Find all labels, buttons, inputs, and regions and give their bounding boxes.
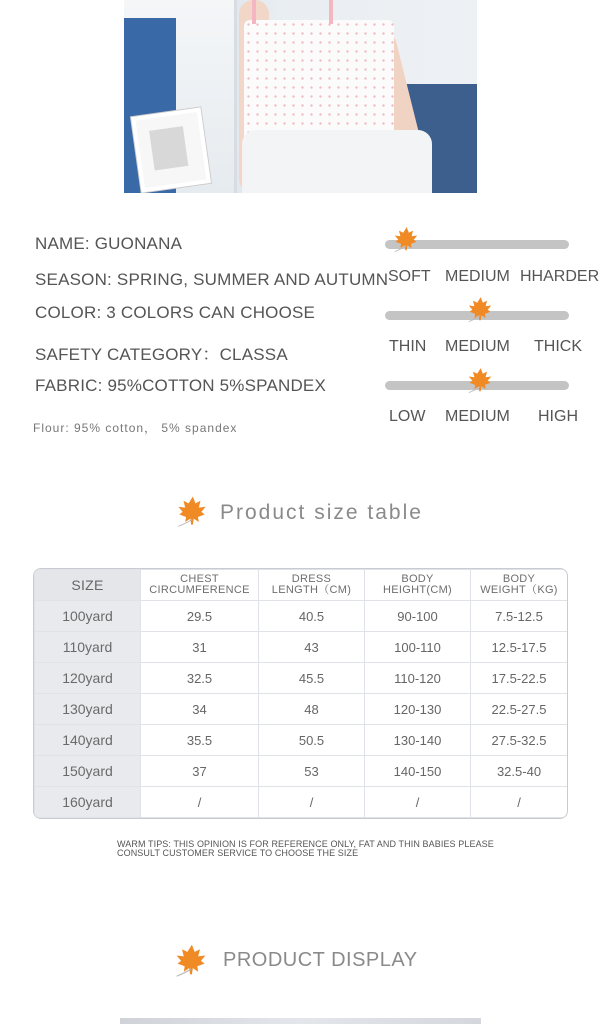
length-cell: 50.5 [259, 725, 365, 756]
chest-cell: / [141, 787, 259, 818]
length-cell: 53 [259, 756, 365, 787]
size-cell: 100yard [35, 601, 141, 632]
table-row [35, 725, 568, 756]
maple-leaf-icon [170, 942, 212, 978]
table-row [35, 694, 568, 725]
spec-flour: Flour: 95% cotton， 5% spandex [33, 421, 238, 435]
height-cell: 110-120 [365, 663, 471, 694]
scale-label-mid: MEDIUM [445, 338, 510, 355]
scale-label-mid: MEDIUM [445, 408, 510, 425]
chest-cell: 34 [141, 694, 259, 725]
weight-cell: 22.5-27.5 [471, 694, 568, 725]
table-row [35, 787, 568, 818]
length-cell: 43 [259, 632, 365, 663]
scale-label-high: THICK [534, 338, 582, 355]
scale-label-low: SOFT [388, 268, 431, 285]
weight-cell: 32.5-40 [471, 756, 568, 787]
spec-safety: SAFETY CATEGORY：CLASSA [35, 345, 288, 364]
table-header-row [35, 570, 568, 601]
scale-thickness [384, 293, 598, 363]
maple-leaf-icon [172, 494, 212, 528]
size-cell: 160yard [35, 787, 141, 818]
table-row [35, 663, 568, 694]
scale-label-high: HHARDER [520, 268, 600, 285]
size-cell: 140yard [35, 725, 141, 756]
chest-cell: 29.5 [141, 601, 259, 632]
chest-cell: 32.5 [141, 663, 259, 694]
weight-cell: 17.5-22.5 [471, 663, 568, 694]
next-photo-edge [120, 1018, 481, 1024]
height-cell: 130-140 [365, 725, 471, 756]
header-size: SIZE [35, 570, 141, 601]
table-row [35, 632, 568, 663]
chest-cell: 31 [141, 632, 259, 663]
scale-label-low: THIN [389, 338, 427, 355]
height-cell: 120-130 [365, 694, 471, 725]
weight-cell: 27.5-32.5 [471, 725, 568, 756]
spec-fabric: FABRIC: 95%COTTON 5%SPANDEX [35, 376, 327, 395]
size-table [33, 568, 568, 819]
spec-name: NAME: GUONANA [35, 234, 183, 253]
table-row [35, 601, 568, 632]
maple-leaf-icon [466, 366, 494, 394]
product-display-title: PRODUCT DISPLAY [223, 949, 418, 971]
height-cell: 140-150 [365, 756, 471, 787]
weight-cell: 7.5-12.5 [471, 601, 568, 632]
size-table-title: Product size table [220, 501, 423, 524]
scale-softness [384, 222, 598, 292]
header-height: BODY HEIGHT(CM) [365, 570, 471, 601]
header-chest: CHEST CIRCUMFERENCE [141, 570, 259, 601]
maple-leaf-icon [392, 225, 420, 253]
length-cell: 45.5 [259, 663, 365, 694]
product-photo [124, 0, 477, 193]
scale-label-high: HIGH [538, 408, 578, 425]
length-cell: 40.5 [259, 601, 365, 632]
length-cell: 48 [259, 694, 365, 725]
warm-tips: WARM TIPS: THIS OPINION IS FOR REFERENCE ONLY, FAT AND THIN BABIES PLEASE CONSULT CUSTOMER SERVICE TO CHOOSE THE SIZE [117, 839, 494, 858]
scale-label-mid: MEDIUM [445, 268, 510, 285]
scale-elasticity [384, 363, 598, 433]
chest-cell: 37 [141, 756, 259, 787]
maple-leaf-icon [466, 295, 494, 323]
chest-cell: 35.5 [141, 725, 259, 756]
weight-cell: / [471, 787, 568, 818]
length-cell: / [259, 787, 365, 818]
header-length: DRESS LENGTH（CM) [259, 570, 365, 601]
size-cell: 130yard [35, 694, 141, 725]
spec-color: COLOR: 3 COLORS CAN CHOOSE [35, 303, 316, 322]
height-cell: / [365, 787, 471, 818]
table-row [35, 756, 568, 787]
header-weight: BODY WEIGHT（KG) [471, 570, 568, 601]
size-cell: 120yard [35, 663, 141, 694]
size-cell: 150yard [35, 756, 141, 787]
height-cell: 100-110 [365, 632, 471, 663]
weight-cell: 12.5-17.5 [471, 632, 568, 663]
size-cell: 110yard [35, 632, 141, 663]
height-cell: 90-100 [365, 601, 471, 632]
scale-label-low: LOW [389, 408, 426, 425]
spec-season: SEASON: SPRING, SUMMER AND AUTUMN [35, 270, 389, 289]
